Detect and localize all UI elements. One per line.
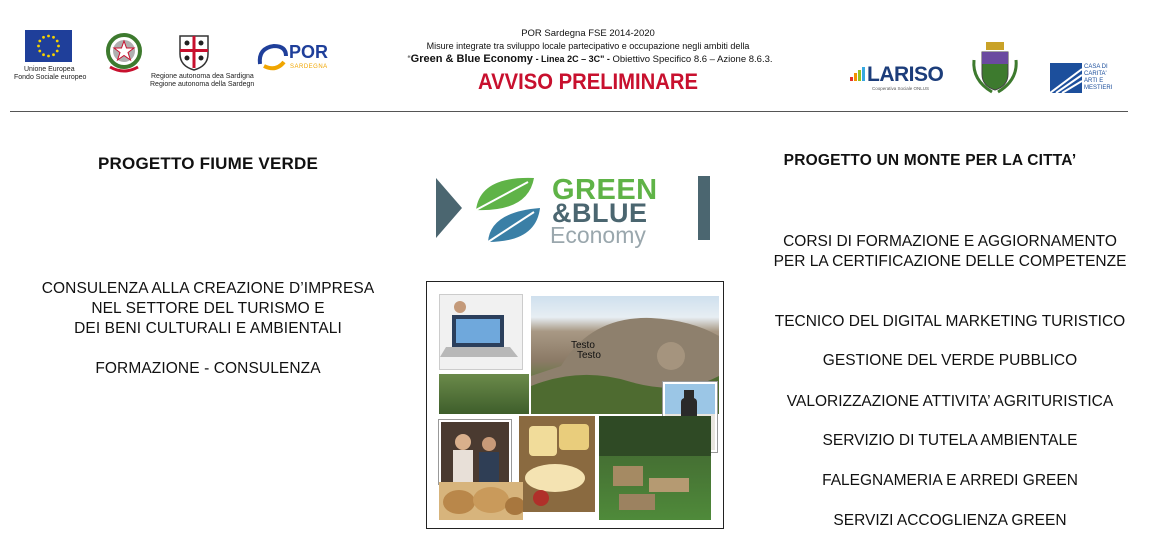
left-desc-line-3: DEI BENI CULTURALI E AMBIENTALI <box>74 320 342 337</box>
casa-stripes-icon <box>1050 63 1082 93</box>
garden-photo <box>599 416 711 520</box>
linea-label: - Linea 2C – 3C" - <box>535 54 610 64</box>
eu-caption-1: Unione Europea <box>24 66 75 73</box>
casa-text-3: ARTI E <box>1084 78 1104 84</box>
right-item-digital-marketing: TECNICO DEL DIGITAL MARKETING TURISTICO <box>774 313 1126 330</box>
lariso-sub: Cooperativa Sociale ONLUS <box>872 86 930 91</box>
left-desc-line-2: NEL SETTORE DEL TURISMO E <box>91 300 325 317</box>
collage-text-2: Testo <box>577 350 601 361</box>
header-divider <box>10 111 1128 112</box>
eu-flag-logo <box>25 30 72 62</box>
header-line-2: Misure integrate tra sviluppo locale partecipativo e occupazione negli ambiti della <box>426 41 750 51</box>
italian-republic-emblem-icon <box>104 31 144 77</box>
right-corsi-line-2: PER LA CERTIFICAZIONE DELLE COMPETENZE <box>773 253 1127 270</box>
casa-text-1: CASA DI <box>1084 64 1108 70</box>
eu-stars-icon <box>25 30 72 62</box>
right-item-verde-pubblico: GESTIONE DEL VERDE PUBBLICO <box>822 352 1078 369</box>
regione-sardegna-shield-icon <box>176 32 212 72</box>
por-sardegna-logo <box>256 40 328 76</box>
logo-green-text: GREEN <box>552 174 658 206</box>
right-item-tutela-ambientale: SERVIZIO DI TUTELA AMBIENTALE <box>822 432 1078 449</box>
lariso-dots-icon <box>850 67 868 83</box>
left-desc-line-1: CONSULENZA ALLA CREAZIONE D’IMPRESA <box>41 280 375 297</box>
collage-text-1: Testo <box>571 340 595 351</box>
left-project-title: PROGETTO FIUME VERDE <box>98 154 318 173</box>
bread-photo <box>439 482 523 520</box>
right-item-agrituristica: VALORIZZAZIONE ATTIVITA’ AGRITURISTICA <box>786 393 1114 410</box>
por-swirl-icon <box>256 42 290 74</box>
avviso-preliminare-title: AVVISO PRELIMINARE <box>477 69 699 94</box>
green-blue-economy-label: Green & Blue Economy <box>410 53 533 65</box>
left-formazione-label: FORMAZIONE - CONSULENZA <box>95 360 321 377</box>
photo-collage <box>426 281 724 529</box>
right-item-accoglienza: SERVIZI ACCOGLIENZA GREEN <box>833 512 1067 529</box>
header-line-1: POR Sardegna FSE 2014-2020 <box>521 28 655 39</box>
regione-caption-1: Regione autonoma dea Sardigna <box>151 73 254 80</box>
logo-bar <box>698 176 710 240</box>
arrow-chevron-icon <box>436 178 464 238</box>
people-photo <box>439 420 511 484</box>
por-logo-sub: SARDEGNA <box>290 64 328 70</box>
casa-text-4: MESTIERI <box>1084 85 1113 91</box>
lariso-logo <box>850 63 950 93</box>
green-blue-economy-logo <box>436 172 714 250</box>
right-corsi-line-1: CORSI DI FORMAZIONE E AGGIORNAMENTO <box>783 233 1117 250</box>
eu-caption-2: Fondo Sociale europeo <box>14 74 87 81</box>
regione-caption-2: Regione autonoma della Sardegn <box>150 81 255 88</box>
obiettivo-label: Obiettivo Specifico 8.6 – Azione 8.6.3. <box>612 54 773 65</box>
right-project-title: PROGETTO UN MONTE PER LA CITTA’ <box>783 152 1077 169</box>
right-item-falegnameria: FALEGNAMERIA E ARREDI GREEN <box>822 472 1078 489</box>
logo-blue-text: &BLUE <box>552 198 648 228</box>
logo-economy-text: Economy <box>550 222 646 248</box>
lariso-text: LARISO <box>867 63 944 86</box>
laptop-photo <box>439 294 523 370</box>
forest-photo <box>439 374 529 414</box>
header-open-quote: “ <box>407 54 411 65</box>
casa-text-2: CARITA' <box>1084 71 1107 77</box>
header-line-3 <box>370 53 810 65</box>
cheese-food-photo <box>519 416 595 512</box>
leaf-icon <box>470 172 550 248</box>
por-logo-text: POR <box>289 42 329 62</box>
municipal-coat-of-arms-icon <box>968 40 1022 96</box>
casa-di-carita-logo <box>1050 61 1120 95</box>
